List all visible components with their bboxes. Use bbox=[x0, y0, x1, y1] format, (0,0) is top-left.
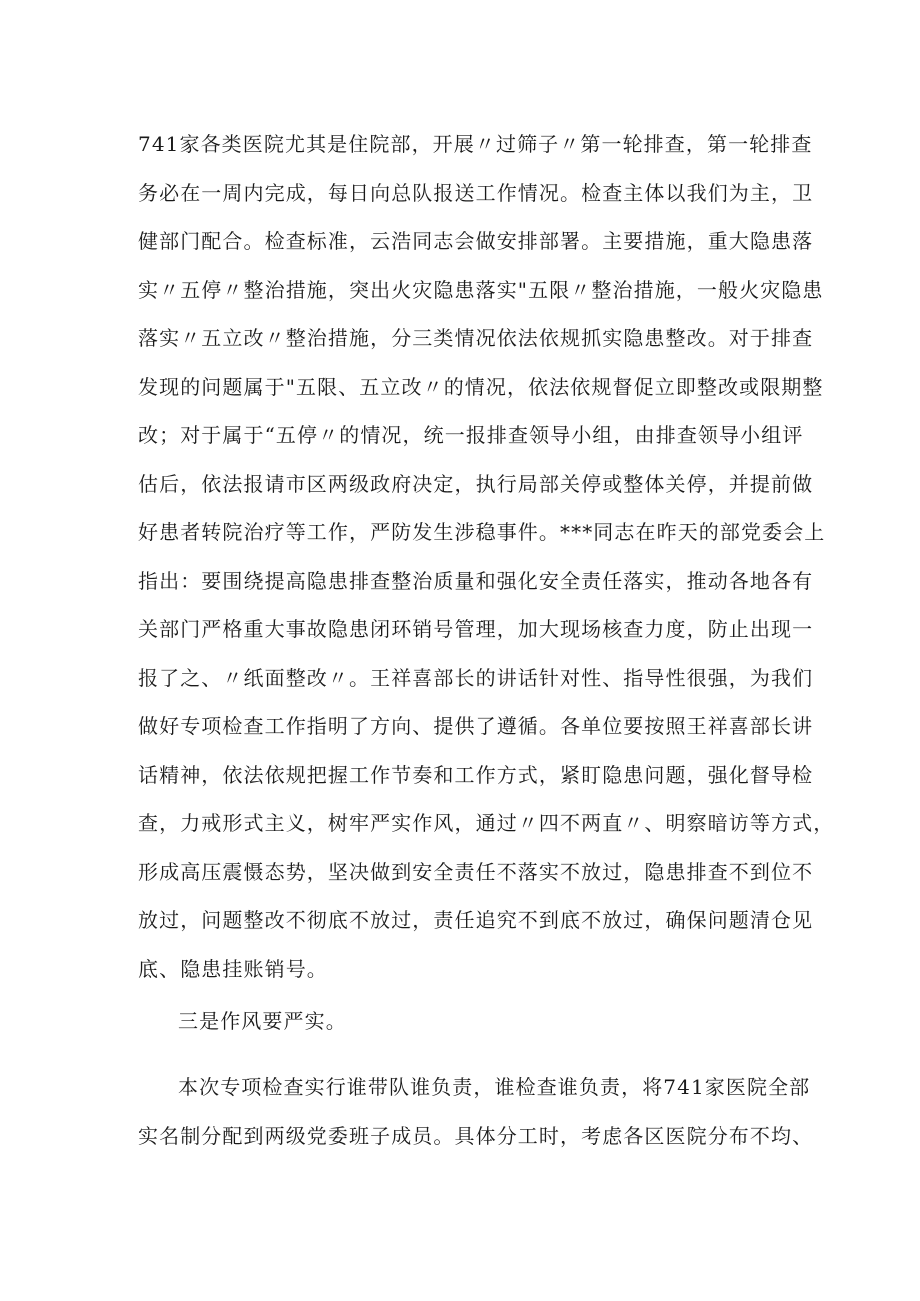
text-line: 发现的问题属于"五限、五立改〃的情况，依法依规督促立即整改或限期整 bbox=[138, 374, 824, 399]
text-line: 报了之、〃纸面整改〃。王祥喜部长的讲话针对性、指导性很强，为我们 bbox=[138, 665, 814, 690]
text-line: 落实〃五立改〃整治措施，分三类情况依法依规抓实隐患整改。对于排查 bbox=[138, 326, 814, 350]
text-line: 形成高压震慑态势，坚决做到安全责任不落实不放过，隐患排查不到位不 bbox=[138, 859, 814, 884]
text-line: 关部门严格重大事故隐患闭环销号管理，加大现场核查力度，防止出现一 bbox=[138, 617, 814, 641]
text-line: 改；对于属于“五停〃的情况，统一报排查领导小组，由排查领导小组评 bbox=[138, 423, 804, 447]
text-line: 底、隐患挂账销号。 bbox=[138, 956, 328, 981]
section-heading-style bbox=[138, 997, 788, 1046]
text-line: 指出：要围绕提高隐患排查整治质量和强化安全责任落实，推动各地各有 bbox=[138, 568, 814, 593]
text-line: 三是作风要严实。 bbox=[178, 1009, 347, 1033]
text-line: 本次专项检查实行谁带队谁负责，谁检查谁负责，将741家医院全部 bbox=[178, 1075, 811, 1099]
text-line: 估后，依法报请市区两级政府决定，执行局部关停或整体关停，并提前做 bbox=[138, 471, 814, 496]
text-line: 放过，问题整改不彻底不放过，责任追究不到底不放过，确保问题清仓见 bbox=[138, 908, 814, 932]
text-line: 查，力戒形式主义，树牢严实作风，通过〃四不两直〃、明察暗访等方式， bbox=[138, 811, 835, 835]
text-line: 话精神，依法依规把握工作节奏和工作方式，紧盯隐患问题，强化督导检 bbox=[138, 762, 814, 787]
text-line: 务必在一周内完成，每日向总队报送工作情况。检查主体以我们为主，卫 bbox=[138, 180, 814, 205]
text-line: 好患者转院治疗等工作，严防发生涉稳事件。***同志在昨天的部党委会上 bbox=[138, 520, 826, 544]
text-line: 实名制分配到两级党委班子成员。具体分工时，考虑各区医院分布不均、 bbox=[138, 1123, 814, 1148]
text-line: 741家各类医院尤其是住院部，开展〃过筛子〃第一轮排查，第一轮排查 bbox=[138, 132, 813, 156]
text-line: 健部门配合。检查标准，云浩同志会做安排部署。主要措施，重大隐患落 bbox=[138, 229, 814, 253]
text-line: 做好专项检查工作指明了方向、提供了遵循。各单位要按照王祥喜部长讲 bbox=[138, 714, 814, 738]
paragraph-hospital-inspection bbox=[138, 120, 835, 993]
paragraph-responsibility bbox=[138, 1063, 814, 1160]
text-line: 实〃五停〃整治措施，突出火灾隐患落实"五限〃整治措施，一般火灾隐患 bbox=[138, 277, 824, 302]
